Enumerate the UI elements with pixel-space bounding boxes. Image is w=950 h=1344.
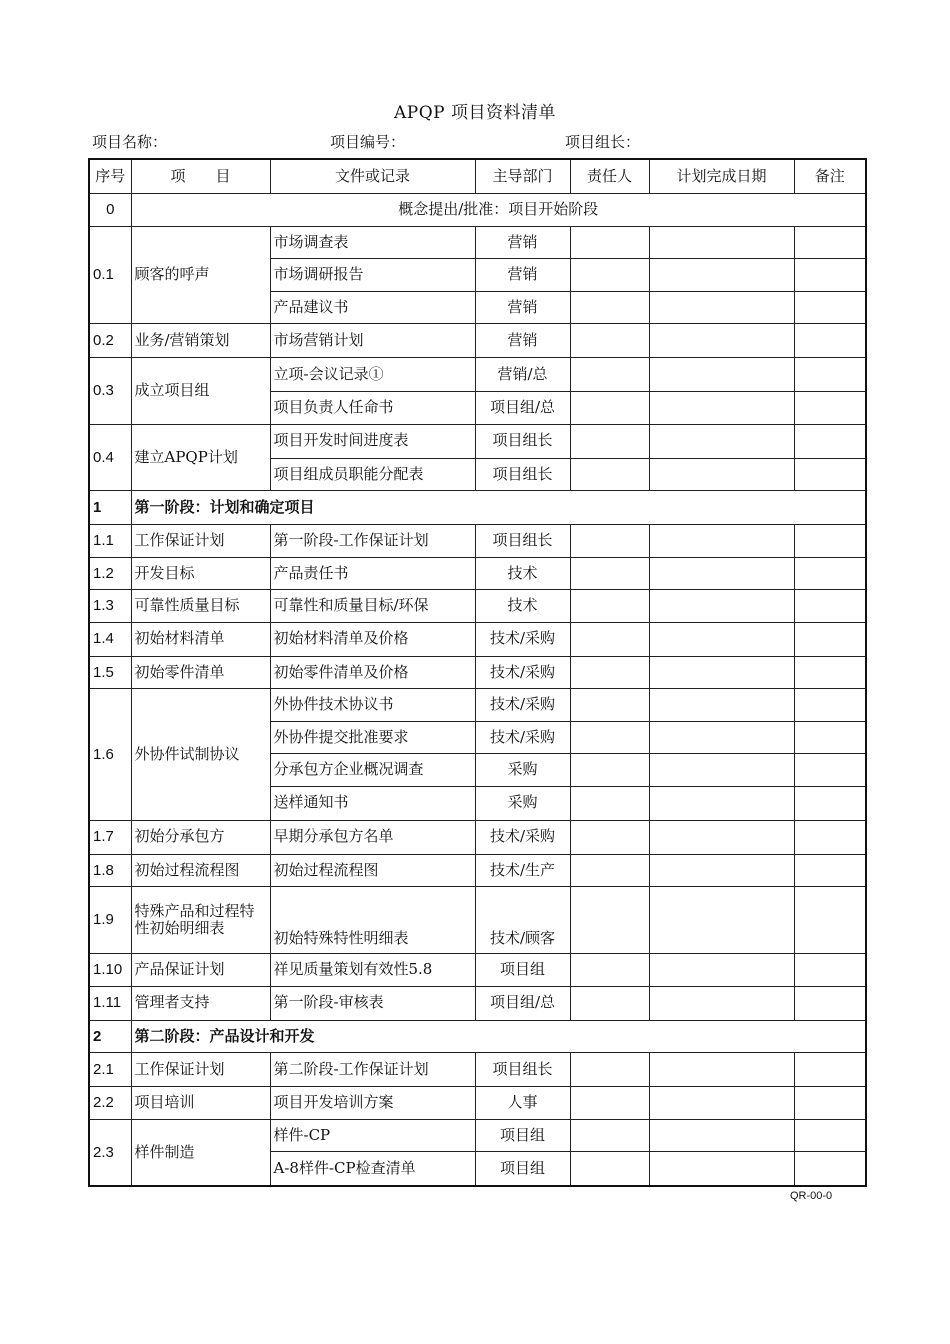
row-date[interactable] xyxy=(649,324,794,358)
row-dept: 技术/采购 xyxy=(475,820,570,854)
row-dept: 技术/采购 xyxy=(475,622,570,656)
row-remark[interactable] xyxy=(794,1152,866,1187)
row-dept: 技术/采购 xyxy=(475,656,570,689)
row-owner[interactable] xyxy=(570,259,649,292)
row-doc: 市场营销计划 xyxy=(270,324,475,358)
row-owner[interactable] xyxy=(570,820,649,854)
row-no: 1.10 xyxy=(89,954,131,987)
phase-title: 概念提出/批准：项目开始阶段 xyxy=(131,194,866,227)
row-no: 0.3 xyxy=(89,358,131,425)
row-doc: 初始零件清单及价格 xyxy=(270,656,475,689)
row-dept: 营销 xyxy=(475,324,570,358)
row-no: 0.1 xyxy=(89,226,131,324)
row-item: 外协件试制协议 xyxy=(131,689,270,821)
row-no: 1.9 xyxy=(89,887,131,954)
row-owner[interactable] xyxy=(570,622,649,656)
row-no: 1.4 xyxy=(89,622,131,656)
row-doc: 项目负责人任命书 xyxy=(270,392,475,425)
row-dept: 项目组/总 xyxy=(475,986,570,1020)
row-doc: 第一阶段-审核表 xyxy=(270,986,475,1020)
row-owner[interactable] xyxy=(570,887,649,954)
row-remark[interactable] xyxy=(794,986,866,1020)
row-owner[interactable] xyxy=(570,954,649,987)
apqp-checklist-table xyxy=(88,158,867,1187)
row-dept: 技术 xyxy=(475,590,570,623)
row-owner[interactable] xyxy=(570,1119,649,1152)
row-no: 2.3 xyxy=(89,1119,131,1186)
row-remark[interactable] xyxy=(794,887,866,954)
row-doc: 第二阶段-工作保证计划 xyxy=(270,1053,475,1087)
team-leader-label: 项目组长： xyxy=(565,133,641,151)
row-date[interactable] xyxy=(649,1152,794,1187)
row-date[interactable] xyxy=(649,392,794,425)
table-row xyxy=(89,590,866,623)
row-dept: 营销 xyxy=(475,226,570,259)
table-row xyxy=(89,358,866,392)
row-doc: 产品责任书 xyxy=(270,557,475,590)
row-remark[interactable] xyxy=(794,721,866,754)
row-doc: 早期分承包方名单 xyxy=(270,820,475,854)
row-owner[interactable] xyxy=(570,226,649,259)
header-owner: 责任人 xyxy=(570,159,649,194)
table-row xyxy=(89,324,866,358)
row-no: 1.8 xyxy=(89,854,131,887)
row-date[interactable] xyxy=(649,689,794,722)
row-dept: 技术/顾客 xyxy=(475,887,570,954)
row-date[interactable] xyxy=(649,424,794,458)
table-row xyxy=(89,622,866,656)
row-dept: 项目组/总 xyxy=(475,392,570,425)
row-date[interactable] xyxy=(649,786,794,820)
project-name-label: 项目名称： xyxy=(92,133,168,151)
row-dept: 项目组 xyxy=(475,1119,570,1152)
row-dept: 项目组长 xyxy=(475,458,570,491)
row-date[interactable] xyxy=(649,622,794,656)
row-date[interactable] xyxy=(649,1119,794,1152)
row-no: 0 xyxy=(89,194,131,227)
phase-title: 第二阶段：产品设计和开发 xyxy=(131,1020,866,1053)
row-item: 成立项目组 xyxy=(131,358,270,425)
row-dept: 技术 xyxy=(475,557,570,590)
row-dept: 营销 xyxy=(475,259,570,292)
table-row xyxy=(89,887,866,954)
row-owner[interactable] xyxy=(570,854,649,887)
row-date[interactable] xyxy=(649,226,794,259)
row-owner[interactable] xyxy=(570,590,649,623)
row-dept: 技术/采购 xyxy=(475,721,570,754)
table-row xyxy=(89,557,866,590)
row-no: 2 xyxy=(89,1020,131,1053)
table-row xyxy=(89,424,866,458)
row-item: 初始分承包方 xyxy=(131,820,270,854)
row-owner[interactable] xyxy=(570,392,649,425)
row-doc: 样件-CP xyxy=(270,1119,475,1152)
table-row xyxy=(89,1119,866,1152)
row-remark[interactable] xyxy=(794,557,866,590)
row-item: 工作保证计划 xyxy=(131,1053,270,1087)
row-date[interactable] xyxy=(649,721,794,754)
row-date[interactable] xyxy=(649,986,794,1020)
table-row xyxy=(89,226,866,259)
row-remark[interactable] xyxy=(794,786,866,820)
row-doc: 项目开发培训方案 xyxy=(270,1087,475,1120)
row-remark[interactable] xyxy=(794,392,866,425)
row-doc: 祥见质量策划有效性5.8 xyxy=(270,954,475,987)
row-owner[interactable] xyxy=(570,754,649,787)
table-row xyxy=(89,854,866,887)
table-row xyxy=(89,525,866,558)
row-owner[interactable] xyxy=(570,1152,649,1187)
row-date[interactable] xyxy=(649,458,794,491)
row-dept: 营销/总 xyxy=(475,358,570,392)
row-doc: 送样通知书 xyxy=(270,786,475,820)
row-remark[interactable] xyxy=(794,656,866,689)
form-code: QR-00-0 xyxy=(790,1190,833,1202)
row-date[interactable] xyxy=(649,887,794,954)
row-date[interactable] xyxy=(649,656,794,689)
row-owner[interactable] xyxy=(570,358,649,392)
row-dept: 项目组长 xyxy=(475,525,570,558)
header-date: 计划完成日期 xyxy=(649,159,794,194)
row-remark[interactable] xyxy=(794,820,866,854)
table-row xyxy=(89,986,866,1020)
table-row xyxy=(89,1020,866,1053)
row-date[interactable] xyxy=(649,820,794,854)
row-remark[interactable] xyxy=(794,689,866,722)
header-remark: 备注 xyxy=(794,159,866,194)
row-no: 1.2 xyxy=(89,557,131,590)
row-doc: 外协件技术协议书 xyxy=(270,689,475,722)
row-remark[interactable] xyxy=(794,1087,866,1120)
row-doc: 市场调研报告 xyxy=(270,259,475,292)
row-doc: 第一阶段-工作保证计划 xyxy=(270,525,475,558)
row-item: 开发目标 xyxy=(131,557,270,590)
row-no: 1.11 xyxy=(89,986,131,1020)
table-row xyxy=(89,954,866,987)
row-date[interactable] xyxy=(649,291,794,324)
row-remark[interactable] xyxy=(794,458,866,491)
row-dept: 营销 xyxy=(475,291,570,324)
table-row xyxy=(89,656,866,689)
row-item: 项目培训 xyxy=(131,1087,270,1120)
table-row xyxy=(89,194,866,227)
table-row xyxy=(89,820,866,854)
table-row xyxy=(89,1053,866,1087)
row-doc: 外协件提交批准要求 xyxy=(270,721,475,754)
row-remark[interactable] xyxy=(794,1119,866,1152)
row-remark[interactable] xyxy=(794,324,866,358)
table-row xyxy=(89,491,866,525)
row-item: 初始零件清单 xyxy=(131,656,270,689)
row-item: 业务/营销策划 xyxy=(131,324,270,358)
row-doc: 立项-会议记录① xyxy=(270,358,475,392)
row-item: 初始过程流程图 xyxy=(131,854,270,887)
row-no: 1.7 xyxy=(89,820,131,854)
project-no-label: 项目编号： xyxy=(330,133,406,151)
row-item: 工作保证计划 xyxy=(131,525,270,558)
row-owner[interactable] xyxy=(570,324,649,358)
row-doc: 初始特殊特性明细表 xyxy=(270,887,475,954)
row-owner[interactable] xyxy=(570,1053,649,1087)
row-remark[interactable] xyxy=(794,1053,866,1087)
row-remark[interactable] xyxy=(794,259,866,292)
row-no: 0.4 xyxy=(89,424,131,491)
row-item: 管理者支持 xyxy=(131,986,270,1020)
row-no: 2.2 xyxy=(89,1087,131,1120)
row-item: 产品保证计划 xyxy=(131,954,270,987)
row-owner[interactable] xyxy=(570,689,649,722)
row-item: 顾客的呼声 xyxy=(131,226,270,324)
row-doc: 分承包方企业概况调查 xyxy=(270,754,475,787)
row-dept: 项目组 xyxy=(475,1152,570,1187)
row-no: 2.1 xyxy=(89,1053,131,1087)
row-owner[interactable] xyxy=(570,525,649,558)
header-no: 序号 xyxy=(89,159,131,194)
row-remark[interactable] xyxy=(794,291,866,324)
row-doc: 产品建议书 xyxy=(270,291,475,324)
row-date[interactable] xyxy=(649,590,794,623)
row-date[interactable] xyxy=(649,557,794,590)
row-remark[interactable] xyxy=(794,754,866,787)
row-doc: 初始材料清单及价格 xyxy=(270,622,475,656)
row-owner[interactable] xyxy=(570,721,649,754)
row-dept: 项目组长 xyxy=(475,424,570,458)
header-row xyxy=(89,159,866,194)
row-item: 特殊产品和过程特性初始明细表 xyxy=(131,887,270,954)
row-dept: 项目组长 xyxy=(475,1053,570,1087)
row-date[interactable] xyxy=(649,1053,794,1087)
row-date[interactable] xyxy=(649,1087,794,1120)
row-doc: 可靠性和质量目标/环保 xyxy=(270,590,475,623)
row-doc: 项目开发时间进度表 xyxy=(270,424,475,458)
row-doc: 初始过程流程图 xyxy=(270,854,475,887)
header-dept: 主导部门 xyxy=(475,159,570,194)
row-date[interactable] xyxy=(649,954,794,987)
row-remark[interactable] xyxy=(794,622,866,656)
row-no: 1 xyxy=(89,491,131,525)
row-remark[interactable] xyxy=(794,226,866,259)
row-remark[interactable] xyxy=(794,424,866,458)
row-date[interactable] xyxy=(649,525,794,558)
row-remark[interactable] xyxy=(794,358,866,392)
row-dept: 人事 xyxy=(475,1087,570,1120)
row-dept: 采购 xyxy=(475,786,570,820)
row-date[interactable] xyxy=(649,259,794,292)
row-dept: 采购 xyxy=(475,754,570,787)
row-no: 1.1 xyxy=(89,525,131,558)
row-owner[interactable] xyxy=(570,557,649,590)
table-row xyxy=(89,689,866,722)
row-owner[interactable] xyxy=(570,291,649,324)
row-no: 0.2 xyxy=(89,324,131,358)
row-no: 1.5 xyxy=(89,656,131,689)
row-dept: 项目组 xyxy=(475,954,570,987)
row-owner[interactable] xyxy=(570,424,649,458)
row-no: 1.6 xyxy=(89,689,131,821)
phase-title: 第一阶段：计划和确定项目 xyxy=(131,491,866,525)
row-dept: 技术/采购 xyxy=(475,689,570,722)
row-owner[interactable] xyxy=(570,458,649,491)
row-item: 样件制造 xyxy=(131,1119,270,1186)
header-doc: 文件或记录 xyxy=(270,159,475,194)
row-doc: 市场调查表 xyxy=(270,226,475,259)
row-owner[interactable] xyxy=(570,656,649,689)
row-remark[interactable] xyxy=(794,854,866,887)
row-owner[interactable] xyxy=(570,1087,649,1120)
table-row xyxy=(89,1087,866,1120)
row-item: 可靠性质量目标 xyxy=(131,590,270,623)
header-item: 项 目 xyxy=(131,159,270,194)
row-remark[interactable] xyxy=(794,590,866,623)
row-remark[interactable] xyxy=(794,525,866,558)
row-doc: 项目组成员职能分配表 xyxy=(270,458,475,491)
row-item: 初始材料清单 xyxy=(131,622,270,656)
row-owner[interactable] xyxy=(570,986,649,1020)
row-dept: 技术/生产 xyxy=(475,854,570,887)
row-owner[interactable] xyxy=(570,786,649,820)
row-no: 1.3 xyxy=(89,590,131,623)
row-date[interactable] xyxy=(649,754,794,787)
row-date[interactable] xyxy=(649,854,794,887)
row-remark[interactable] xyxy=(794,954,866,987)
page-title: APQP 项目资料清单 xyxy=(394,103,556,123)
row-item: 建立APQP计划 xyxy=(131,424,270,491)
row-date[interactable] xyxy=(649,358,794,392)
row-doc: A-8样件-CP检查清单 xyxy=(270,1152,475,1187)
